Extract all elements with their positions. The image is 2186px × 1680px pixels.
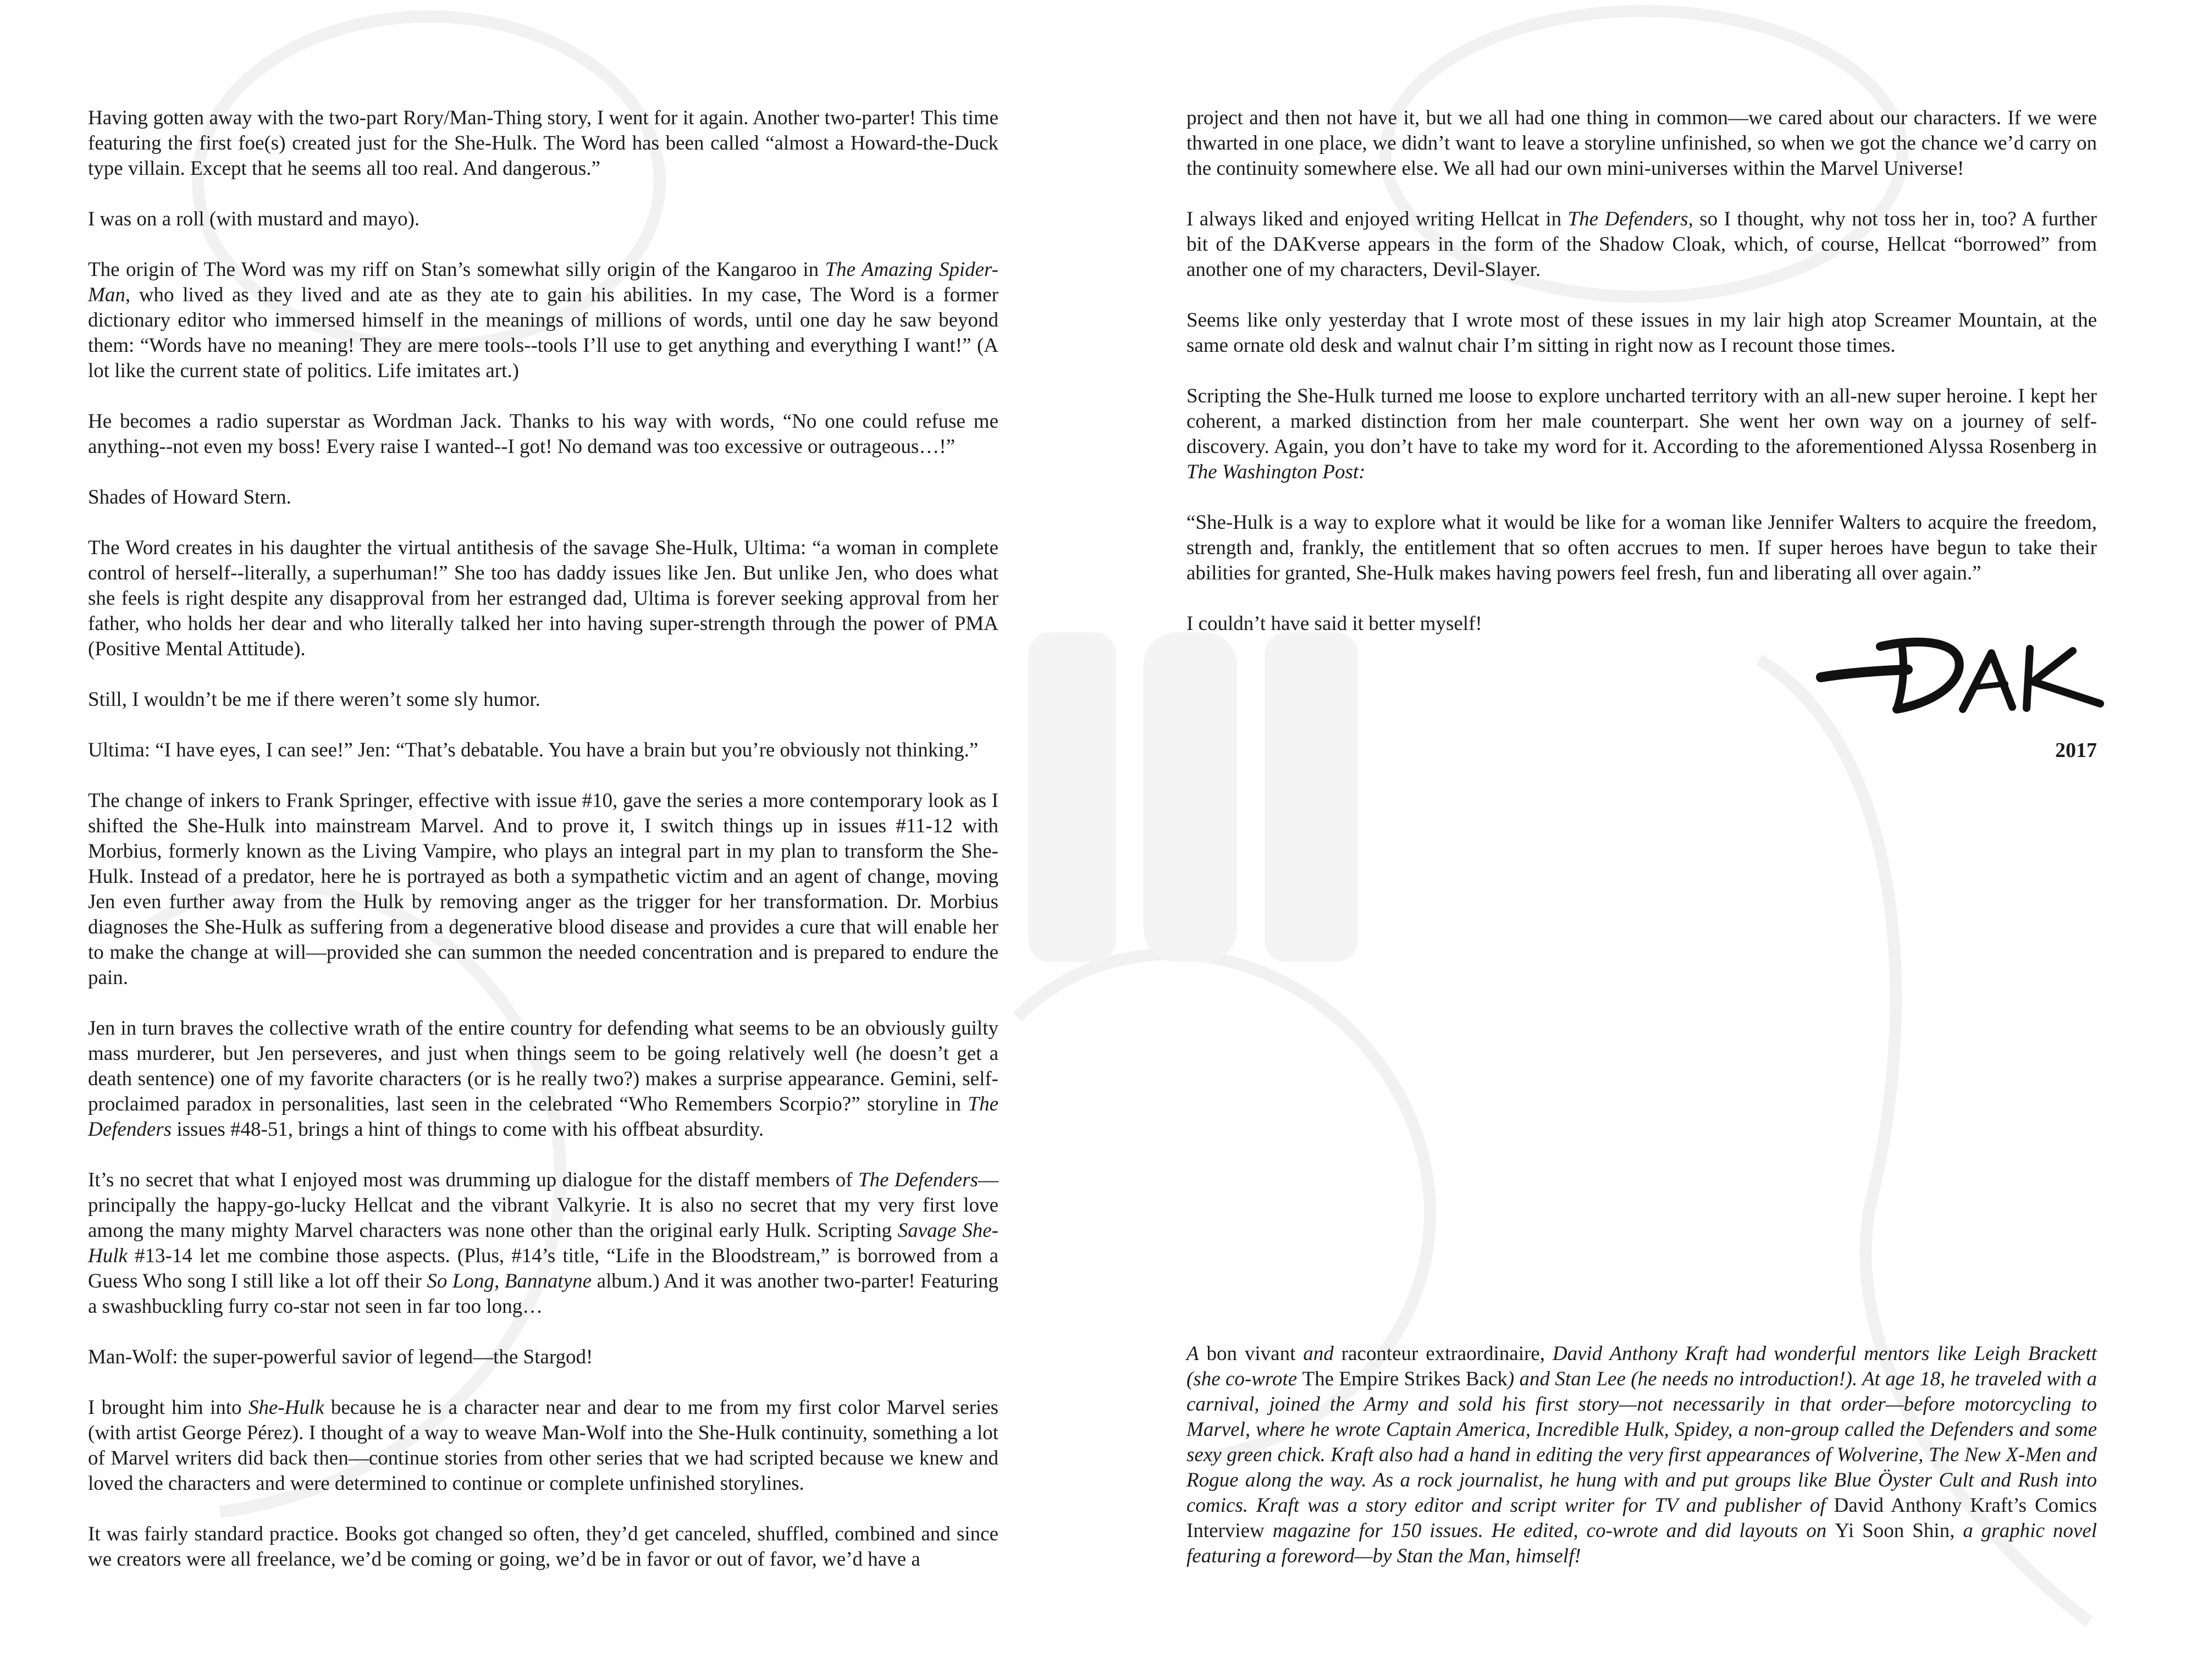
paragraph: The change of inkers to Frank Springer, effective with issue #10, gave the series a more contemporary look as I shifted the She-Hulk into mainstream Marvel. And to prove it, I switch things up in issues #11-12 with Morbius, formerly known as the Living Vampire, who plays an integral part in my plan to transform the She-Hulk. Instead of a predator, here he is portrayed as both a sympathetic victim and an agent of change, moving Jen even further away from the Hulk by removing anger as the trigger for her transformation. Dr. Morbius diagnoses the She-Hulk as suffering from a degenerative blood disease and provides a cure that will enable her to make the change at will—provided she can summon the needed concentration and is prepared to endure the pain. <box>88 789 998 989</box>
signature-year: 2017 <box>2055 739 2097 762</box>
author-bio: A bon vivant and raconteur extraordinaire, David Anthony Kraft had wonderful mentors like Leigh Brackett (she co-wrote The Empire Strikes Back) and Stan Lee (he needs no introduction!). At age 18, he traveled with a carnival, joined the Army and sold his first story—not necessarily in that order—before motorcycling to Marvel, where he wrote Captain America, Incredible Hulk, Spidey, a non-group called the Defenders and some sexy green chick. Kraft also had a hand in editing the very first appearances of Wolverine, The New X-Men and Rogue along the way. As a rock journalist, he hung with and put groups like Blue Öyster Cult and Rush into comics. Kraft was a story editor and script writer for TV and publisher of David Anthony Kraft’s Comics Interview magazine for 150 issues. He edited, co-wrote and did layouts on Yi Soon Shin, a graphic novel featuring a foreword—by Stan the Man, himself! <box>1186 1342 2097 1567</box>
right-article-column <box>1186 106 2097 662</box>
paragraph: I always liked and enjoyed writing Hellcat in The Defenders, so I thought, why not toss her in, too? A further bit of the DAKverse appears in the form of the Shadow Cloak, which, of course, Hellcat “borrowed” from another one of my characters, Devil-Slayer. <box>1186 208 2097 281</box>
paragraph: Shades of Howard Stern. <box>88 486 291 509</box>
paragraph: Still, I wouldn’t be me if there weren’t some sly humor. <box>88 688 540 711</box>
paragraph: Jen in turn braves the collective wrath of the entire country for defending what seems to be an obviously guilty mass murderer, but Jen perseveres, and just when things seem to be going relatively well (he doesn’t get a death sentence) one of my favorite characters (or is he really two?) makes a surprise appearance. Gemini, self-proclaimed paradox in personalities, last seen in the celebrated “Who Remembers Scorpio?” storyline in The Defenders issues #48-51, brings a hint of things to come with his offbeat absurdity. <box>88 1017 998 1141</box>
quote-paragraph: “She-Hulk is a way to explore what it would be like for a woman like Jennifer Walters to acquire the freedom, strength and, frankly, the entitlement that so often accrues to men. If super heroes have begun to take their abilities for granted, She-Hulk makes having powers feel fresh, fun and liberating all over again.” <box>1186 511 2097 584</box>
paragraph: Man-Wolf: the super-powerful savior of legend—the Stargod! <box>88 1346 593 1368</box>
author-signature <box>1814 627 2106 726</box>
paragraph: It was fairly standard practice. Books got changed so often, they’d get canceled, shuffled, combined and since we creators were all freelance, we’d be coming or going, we’d be in favor or out of favor, we’d have a <box>88 1523 998 1571</box>
paragraph: It’s no secret that what I enjoyed most was drumming up dialogue for the distaff members of The Defenders—principally the happy-go-lucky Hellcat and the vibrant Valkyrie. It is also no secret that my very first love among the many mighty Marvel characters was none other than the original early Hulk. Scripting Savage She-Hulk #13-14 let me combine those aspects. (Plus, #14’s title, “Life in the Bloodstream,” is borrowed from a Guess Who song I still like a lot off their So Long, Bannatyne album.) And it was another two-parter! Featuring a swashbuckling furry co-star not seen in far too long… <box>88 1169 999 1318</box>
paragraph: I brought him into She-Hulk because he is a character near and dear to me from my first color Marvel series (with artist George Pérez). I thought of a way to weave Man-Wolf into the She-Hulk continuity, something a lot of Marvel writers did back then—continue stories from other series that we had scripted because we knew and loved the characters and were determined to continue or complete unfinished storylines. <box>88 1396 998 1495</box>
paragraph: Seems like only yesterday that I wrote most of these issues in my lair high atop Screamer Mountain, at the same ornate old desk and walnut chair I’m sitting in right now as I recount those times. <box>1186 309 2097 357</box>
paragraph: Ultima: “I have eyes, I can see!” Jen: “That’s debatable. You have a brain but you’re obviously not thinking.” <box>88 739 979 761</box>
paragraph: I was on a roll (with mustard and mayo). <box>88 208 420 230</box>
paragraph: The origin of The Word was my riff on Stan’s somewhat silly origin of the Kangaroo in The Amazing Spider-Man, who lived as they lived and ate as they ate to gain his abilities. In my case, The Word is a former dictionary editor who immersed himself in the meanings of millions of words, until one day he saw beyond them: “Words have no meaning! They are mere tools--tools I’ll use to get anything and everything I want!” (A lot like the current state of politics. Life imitates art.) <box>88 258 998 382</box>
paragraph: He becomes a radio superstar as Wordman Jack. Thanks to his way with words, “No one could refuse me anything--not even my boss! Every raise I wanted--I got! No demand was too excessive or outrageous…!” <box>88 410 998 458</box>
closing-line: I couldn’t have said it better myself! <box>1186 612 1482 635</box>
paragraph: Scripting the She-Hulk turned me loose to explore uncharted territory with an all-new super heroine. I kept her coherent, a marked distinction from her male counterpart. She went her own way on a journey of self-discovery. Again, you don’t have to take my word for it. According to the aforementioned Alyssa Rosenberg in The Washington Post: <box>1186 385 2097 483</box>
paragraph: The Word creates in his daughter the virtual antithesis of the savage She-Hulk, Ultima: “a woman in complete control of herself--literally, a superhuman!” She too has daddy issues like Jen. But unlike Jen, who does what she feels is right despite any disapproval from her estranged dad, Ultima is forever seeking approval from her father, who holds her dear and who literally talked her into having super-strength through the power of PMA (Positive Mental Attitude). <box>88 537 998 660</box>
paragraph: Having gotten away with the two-part Rory/Man-Thing story, I went for it again. Another two-parter! This time featuring the first foe(s) created just for the She-Hulk. The Word has been called “almost a Howard-the-Duck type villain. Except that he seems all too real. And dangerous.” <box>88 107 998 180</box>
left-article-column <box>88 106 998 1598</box>
paragraph: project and then not have it, but we all had one thing in common—we cared about our characters. If we were thwarted in one place, we didn’t want to leave a storyline unfinished, so when we got the chance we’d carry on the continuity somewhere else. We all had our own mini-universes within the Marvel Universe! <box>1186 107 2097 180</box>
